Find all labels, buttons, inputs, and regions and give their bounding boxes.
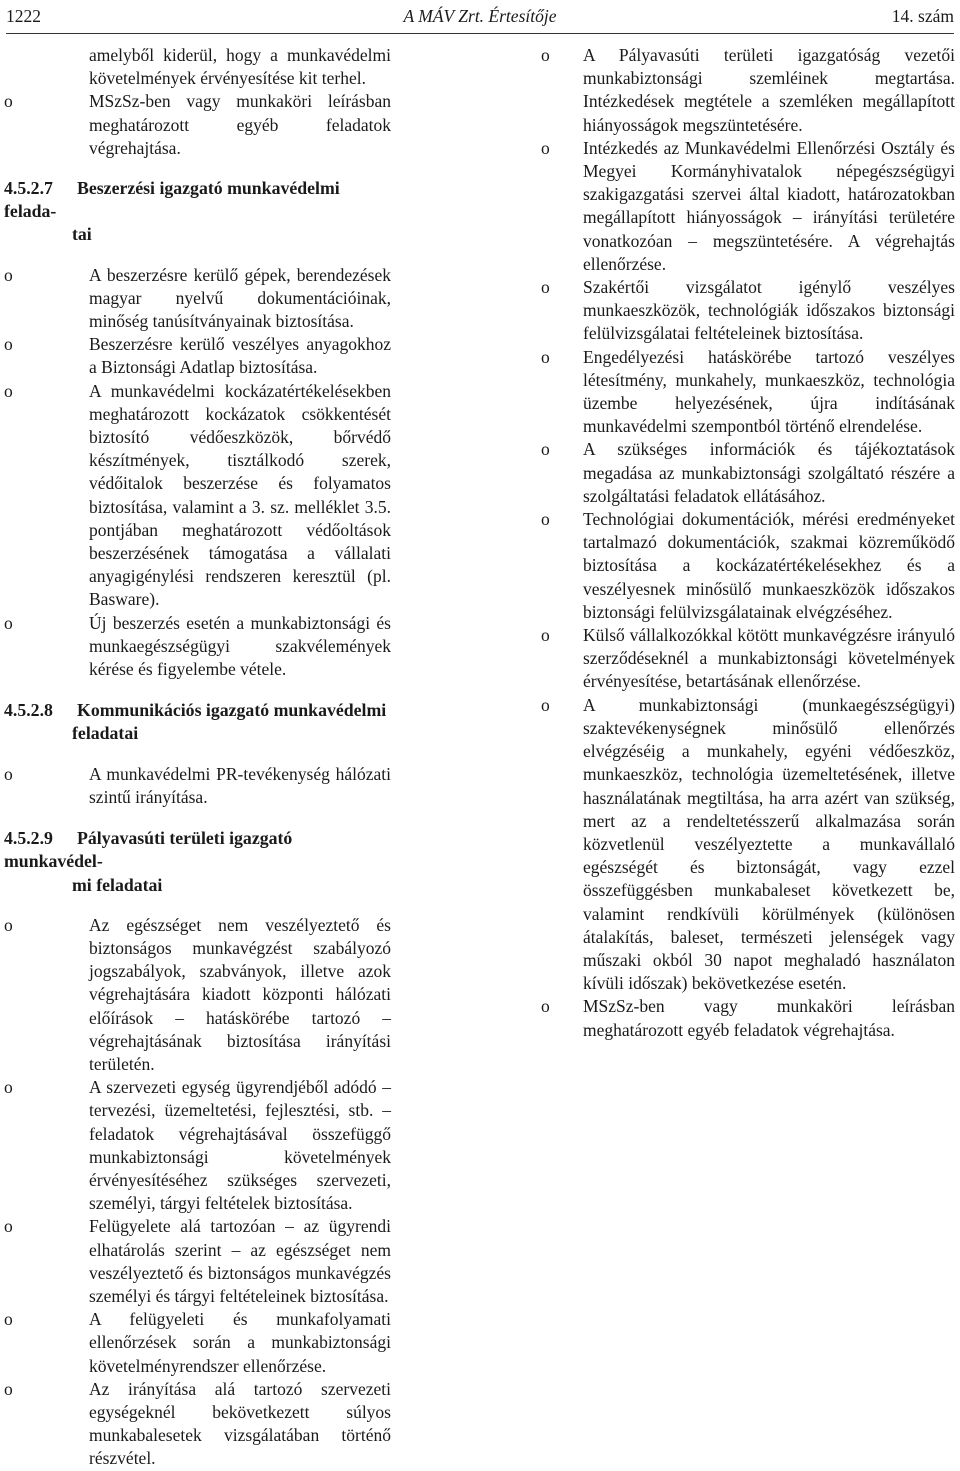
section-title-line2: mi feladatai — [72, 874, 163, 895]
bullet-marker: o — [541, 137, 550, 158]
list-item — [4, 264, 391, 334]
bullet-marker: o — [4, 334, 13, 355]
list-item-text: Engedélyezési hatáskörébe tartozó veszélyes létesítmény, munkahely, munkaeszköz, technológia üzembe helyezésének, újra indításának munkavédelmi szempontból történő elrendelése. — [583, 346, 955, 437]
list-item — [541, 276, 955, 346]
list-item-text: A munkavédelmi kockázatértékelésekben meghatározott kockázatok csökkentését biztosító védőeszközök, bőrvédő készítmények, tisztálkodó szerek, védőitalok beszerzése és folyamatos biztosítása, valamint a 3. sz. melléklet 3.5. pontjában meghatározott védőoltások beszerzésének támogatása a vállalati anyagigénylési rendszeren keresztül (pl. Basware). — [89, 380, 391, 610]
list-item-text: A munkabiztonsági (munkaegészségügyi) szaktevékenységnek minősülő ellenőrzés elvégzéséig a munkahely, egyéni védőeszköz, munkaeszköz, technológia üzemeltetésének, illetve használatának megtiltása, ha arra azért van szükség, mert az a rendeltetésszerű alkalmazása során közvetlenül veszélyeztette a munkavállaló egészségét és biztonságát, vagy ezzel összefüggésben munkabaleset következett be, valamint rendkívüli körülmények (különösen átalakítás, baleset, természeti jelenségek vagy műszaki okból 30 napot meghaladó használaton kívüli időszak) bekövetkezése esetén. — [583, 694, 955, 994]
bullet-marker: o — [4, 1378, 13, 1399]
section-title-line1: Pályavasúti területi igazgató munkavédel- — [4, 828, 293, 872]
list-item-text: A munkavédelmi PR-tevékenység hálózati szintű irányítása. — [89, 763, 391, 807]
list-item — [4, 1308, 391, 1378]
list-item-text: Technológiai dokumentációk, mérési eredményeket tartalmazó dokumentációk, szakmai közreműködő biztosítása a kockázatértékelésekhez és a veszélyesnek minősülő munkaeszközök időszakos biztonsági felülvizsgálatainak elvégzéséhez. — [583, 509, 955, 622]
bullet-marker: o — [541, 439, 550, 460]
section-number: 4.5.2.8 — [4, 700, 53, 721]
list-item-text: Felügyelete alá tartozóan – az ügyrendi elhatárolás szerint – az egészséget nem veszélyeztető és biztonságos munkavégzés személyi és tárgyi feltételeinek biztosítása. — [89, 1216, 391, 1306]
list-item — [4, 44, 391, 90]
bullet-marker: o — [541, 625, 550, 646]
list-item — [541, 624, 955, 694]
list-item — [541, 995, 955, 1041]
section-heading-4529 — [4, 827, 391, 897]
section-title-line1: Kommunikációs igazgató munkavédelmi — [77, 700, 387, 721]
list-item-text: A szervezeti egység ügyrendjéből adódó – tervezési, üzemeltetési, fejlesztési, stb. – feladatok végrehajtásával összefüggő munkabiztonsági követelmények érvényesítéséhez szükséges szervezeti, személyi, tárgyi feltételek biztosítása. — [89, 1077, 391, 1214]
list-item-text: Új beszerzés esetén a munkabiztonsági és munkaegészségügyi szakvélemények kérése és figyelembe vétele. — [89, 612, 391, 680]
list-item — [541, 438, 955, 508]
list-item-text: Intézkedés az Munkavédelmi Ellenőrzési Osztály és Megyei Kormányhivatalok népegészségügyi szakigazgatási szervei által kiadott, határozatokban megállapított hiányosságok – irányítási területére vonatkozóan – megszüntetésére. A végrehajtás ellenőrzése. — [583, 137, 955, 274]
section-title-line2: feladatai — [72, 723, 139, 744]
section-number: 4.5.2.9 — [4, 828, 53, 849]
section-title-line2: tai — [72, 224, 92, 245]
list-item-text: Szakértői vizsgálatot igénylő veszélyes munkaeszközök, technológiák időszakos biztonsági felülvizsgálatai feltételeinek biztosítása. — [583, 277, 955, 344]
list-item — [541, 137, 955, 276]
section-heading-4527 — [4, 177, 391, 247]
left-column — [4, 44, 391, 1471]
list-item — [541, 44, 955, 137]
bullet-marker: o — [4, 1309, 13, 1330]
bullet-marker: o — [541, 694, 550, 715]
list-item — [541, 694, 955, 996]
list-item — [4, 1378, 391, 1471]
bullet-marker: o — [4, 91, 13, 112]
list-item-text: Beszerzésre kerülő veszélyes anyagokhoz a Biztonsági Adatlap biztosítása. — [89, 334, 391, 378]
issue-number: 14. szám — [891, 6, 954, 26]
list-item-text: Külső vállalkozókkal kötött munkavégzésre irányuló szerződéseknél a munkabiztonsági követelmények érvényesítése, betartásának ellenőrzése. — [583, 625, 955, 692]
list-item-text: MSzSz-ben vagy munkaköri leírásban meghatározott egyéb feladatok végrehajtása. — [89, 91, 391, 158]
list-item — [4, 333, 391, 379]
bullet-marker: o — [4, 264, 13, 285]
page-number: 1222 — [6, 6, 41, 26]
list-item — [541, 508, 955, 624]
list-item-text: A beszerzésre kerülő gépek, berendezések magyar nyelvű dokumentációinak, minőség tanúsítványainak biztosítása. — [89, 264, 391, 332]
bullet-marker: o — [541, 277, 550, 298]
list-item-text: amelyből kiderül, hogy a munkavédelmi követelmények érvényesítése kit terhel. — [89, 45, 391, 89]
page-header — [6, 4, 954, 30]
list-item — [4, 380, 391, 612]
section-number: 4.5.2.7 — [4, 178, 53, 199]
list-item — [4, 612, 391, 682]
list-item-text: Az egészséget nem veszélyeztető és biztonságos munkavégzést szabályozó jogszabályok, szabványok, illetve azok végrehajtására kiadott központi hálózati előírások – hatáskörébe tartozó – végrehajtásának biztosítása irányítási területén. — [89, 914, 391, 1074]
bullet-marker: o — [4, 380, 13, 401]
list-item — [4, 90, 391, 160]
bullet-marker: o — [4, 612, 13, 633]
section-heading-4528 — [4, 699, 391, 745]
bullet-marker: o — [4, 763, 13, 784]
list-item-text: A felügyeleti és munkafolyamati ellenőrzések során a munkabiztonsági követelményrendszer ellenőrzése. — [89, 1309, 391, 1376]
list-item-text: A szükséges információk és tájékoztatások megadása az munkabiztonsági szolgáltató részére a szolgáltatási feladatok ellátásához. — [583, 439, 955, 506]
publication-title: A MÁV Zrt. Értesítője — [403, 6, 557, 26]
list-item — [4, 1076, 391, 1215]
list-item — [541, 346, 955, 439]
bullet-marker: o — [541, 45, 550, 65]
bullet-marker: o — [4, 914, 13, 935]
right-column — [541, 44, 955, 1042]
bullet-marker: o — [4, 1216, 13, 1237]
bullet-marker: o — [541, 346, 550, 367]
list-item-text: Az irányítása alá tartozó szervezeti egységeknél bekövetkezett súlyos munkabalesetek vizsgálatában történő részvétel. — [89, 1378, 391, 1469]
list-item-text: A Pályavasúti területi igazgatóság vezetői munkabiztonsági szemléinek megtartása. Intézkedések megtétele a szemléken megállapított hiányosságok megszüntetésére. — [583, 45, 955, 135]
list-item — [4, 914, 391, 1076]
list-item — [4, 763, 391, 809]
bullet-marker: o — [4, 1077, 13, 1098]
section-title-line1: Beszerzési igazgató munkavédelmi felada- — [4, 178, 340, 222]
bullet-marker: o — [541, 996, 550, 1017]
bullet-marker: o — [541, 509, 550, 530]
list-item — [4, 1215, 391, 1308]
list-item-text: MSzSz-ben vagy munkaköri leírásban meghatározott egyéb feladatok végrehajtása. — [583, 996, 955, 1040]
header-rule — [6, 33, 954, 34]
